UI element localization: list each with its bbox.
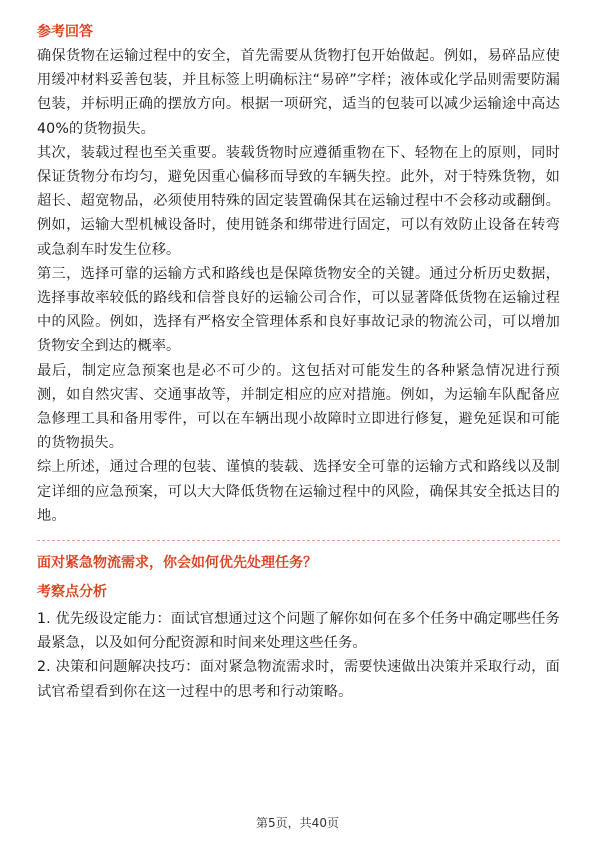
question-title: 面对紧急物流需求，你会如何优先处理任务？ <box>37 555 317 572</box>
answer-paragraph-2: 其次，装载过程也至关重要。装载货物时应遵循重物在下、轻物在上的原则，同时保证货物分布均匀，避免因重心偏移而导致的车辆失控。此外，对于特殊货物，如超长、超宽物品，必须使用特殊的固定装置确保其在运输过程中不会移动或翻倒。例如，运输大型机械设备时，使用链条和绑带进行固定，可以有效防止设备在转弯或急刹车时发生位移。 <box>37 144 560 258</box>
answer-heading: 参考回答 <box>37 24 93 40</box>
page-number: 第5页，共40页 <box>256 816 339 830</box>
answer-paragraph-4: 最后，制定应急预案也是必不可少的。这包括对可能发生的各种紧急情况进行预测，如自然灾害、交通事故等，并制定相应的应对措施。例如，为运输车队配备应急修理工具和备用零件，可以在车辆出现小故障时立即进行修复，避免延误和可能的货物损失。 <box>37 362 560 452</box>
answer-paragraph-3: 第三，选择可靠的运输方式和路线也是保障货物安全的关键。通过分析历史数据，选择事故率较低的路线和信誉良好的运输公司合作，可以显著降低货物在运输过程中的风险。例如，选择有严格安全管理体系和良好事故记录的物流公司，可以增加货物安全到达的概率。 <box>37 265 560 355</box>
section-divider <box>37 540 560 541</box>
analysis-item-1: 1. 优先级设定能力：面试官想通过这个问题了解你如何在多个任务中确定哪些任务最紧急，以及如何分配资源和时间来处理这些任务。 <box>37 611 560 652</box>
answer-paragraph-5: 综上所述，通过合理的包装、谨慎的装载、选择安全可靠的运输方式和路线以及制定详细的应急预案，可以大大降低货物在运输过程中的风险，确保其安全抵达目的地。 <box>37 459 560 524</box>
page-content <box>37 20 560 704</box>
answer-paragraph-1: 确保货物在运输过程中的安全，首先需要从货物打包开始做起。例如，易碎品应使用缓冲材料妥善包装，并且标签上明确标注“易碎”字样；液体或化学品则需要防漏包装，并标明正确的摆放方向。根据一项研究，适当的包装可以减少运输途中高达40%的货物损失。 <box>37 48 560 137</box>
analysis-list <box>37 607 560 704</box>
analysis-item-2: 2. 决策和问题解决技巧：面对紧急物流需求时，需要快速做出决策并采取行动，面试官希望看到你在这一过程中的思考和行动策略。 <box>37 659 560 700</box>
analysis-heading: 考察点分析 <box>37 584 107 601</box>
